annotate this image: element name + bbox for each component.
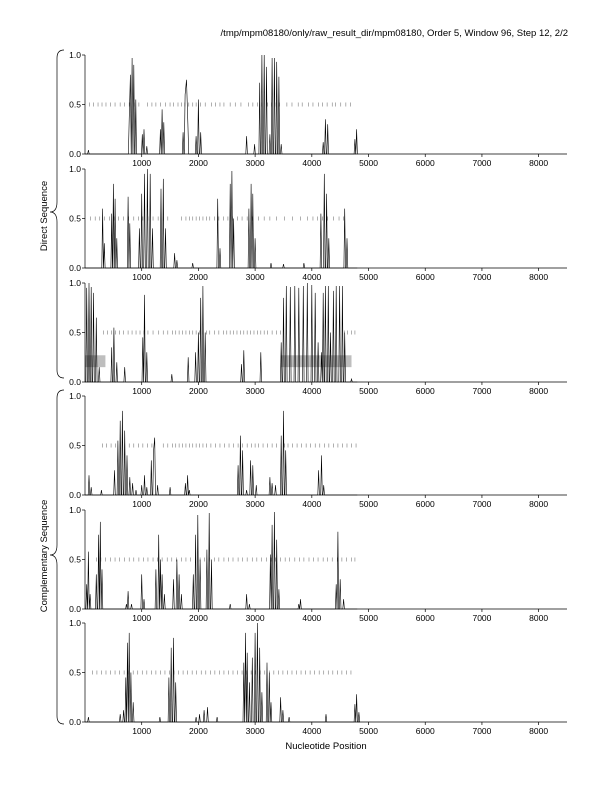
x-tick-label: 6000	[415, 613, 435, 623]
y-tick-label: 1.0	[69, 391, 81, 401]
x-tick-label: 5000	[359, 386, 378, 396]
x-tick-label: 3000	[245, 158, 265, 168]
x-tick-label: 5000	[359, 158, 378, 168]
y-tick-label: 0.0	[69, 263, 81, 273]
series-line	[85, 411, 357, 495]
x-tick-label: 8000	[529, 158, 549, 168]
panel-direct-frame-3	[69, 278, 567, 396]
x-tick-label: 6000	[415, 272, 435, 282]
x-tick-label: 6000	[415, 726, 435, 736]
panel-direct-frame-1	[69, 50, 567, 168]
series-line	[85, 55, 357, 154]
y-tick-label: 0.5	[69, 327, 81, 338]
x-tick-label: 4000	[302, 272, 322, 282]
complementary-group-label: Complementary Sequence	[39, 499, 50, 613]
x-tick-label: 6000	[415, 499, 435, 509]
x-tick-label: 8000	[529, 386, 549, 396]
y-tick-label: 0.0	[69, 149, 81, 159]
y-tick-label: 1.0	[69, 164, 81, 174]
x-tick-label: 1000	[132, 499, 152, 509]
x-tick-label: 3000	[245, 272, 265, 282]
x-tick-label: 4000	[302, 499, 322, 509]
x-tick-label: 1000	[132, 726, 152, 736]
x-tick-label: 1000	[132, 272, 152, 282]
y-tick-label: 1.0	[69, 278, 81, 288]
x-tick-label: 3000	[245, 499, 265, 509]
y-tick-label: 0.5	[69, 667, 81, 678]
panel-direct-frame-2	[69, 164, 567, 282]
x-tick-label: 2000	[188, 726, 208, 736]
x-tick-label: 3000	[245, 613, 265, 623]
panel-complementary-frame-3	[69, 618, 567, 736]
series-line	[85, 169, 357, 268]
x-tick-label: 7000	[472, 158, 492, 168]
x-tick-label: 2000	[188, 386, 208, 396]
x-tick-label: 4000	[302, 726, 322, 736]
x-tick-label: 8000	[529, 613, 549, 623]
x-tick-label: 5000	[359, 272, 378, 282]
x-tick-label: 4000	[302, 613, 322, 623]
x-tick-label: 5000	[359, 613, 378, 623]
x-tick-label: 1000	[132, 158, 152, 168]
y-tick-label: 0.0	[69, 377, 81, 387]
x-tick-label: 8000	[529, 499, 549, 509]
x-tick-label: 6000	[415, 158, 435, 168]
x-tick-label: 2000	[188, 499, 208, 509]
x-tick-label: 1000	[132, 613, 152, 623]
x-tick-label: 7000	[472, 613, 492, 623]
direct-group-brace	[50, 50, 64, 378]
x-tick-label: 2000	[188, 272, 208, 282]
panels-area	[69, 50, 567, 736]
y-tick-label: 0.5	[69, 440, 81, 451]
x-tick-label: 4000	[302, 386, 322, 396]
y-tick-label: 1.0	[69, 618, 81, 628]
series-line	[85, 512, 357, 609]
x-tick-label: 4000	[302, 158, 322, 168]
x-axis-label: Nucleotide Position	[285, 741, 367, 752]
series-line	[85, 623, 360, 722]
x-tick-label: 7000	[472, 386, 492, 396]
y-tick-label: 1.0	[69, 505, 81, 515]
y-tick-label: 0.0	[69, 717, 81, 727]
y-tick-label: 0.5	[69, 213, 81, 224]
x-tick-label: 7000	[472, 499, 492, 509]
y-tick-label: 0.5	[69, 99, 81, 110]
complementary-group-brace	[50, 390, 64, 724]
x-tick-label: 1000	[132, 386, 152, 396]
x-tick-label: 7000	[472, 272, 492, 282]
x-tick-label: 8000	[529, 726, 549, 736]
y-tick-label: 0.0	[69, 490, 81, 500]
y-tick-label: 0.5	[69, 554, 81, 565]
direct-group-label: Direct Sequence	[39, 180, 50, 252]
x-tick-label: 2000	[188, 613, 208, 623]
x-tick-label: 2000	[188, 158, 208, 168]
x-tick-label: 5000	[359, 726, 378, 736]
y-tick-label: 0.0	[69, 604, 81, 614]
x-tick-label: 8000	[529, 272, 549, 282]
x-tick-label: 3000	[245, 386, 265, 396]
x-tick-label: 7000	[472, 726, 492, 736]
panel-complementary-frame-1	[69, 391, 567, 509]
y-tick-label: 1.0	[69, 50, 81, 60]
x-tick-label: 5000	[359, 499, 378, 509]
figure-title: /tmp/mpm08180/only/raw_result_dir/mpm08180, Order 5, Window 96, Step 12, 2/2	[220, 28, 568, 39]
x-tick-label: 6000	[415, 386, 435, 396]
panel-complementary-frame-2	[69, 505, 567, 623]
x-tick-label: 3000	[245, 726, 265, 736]
